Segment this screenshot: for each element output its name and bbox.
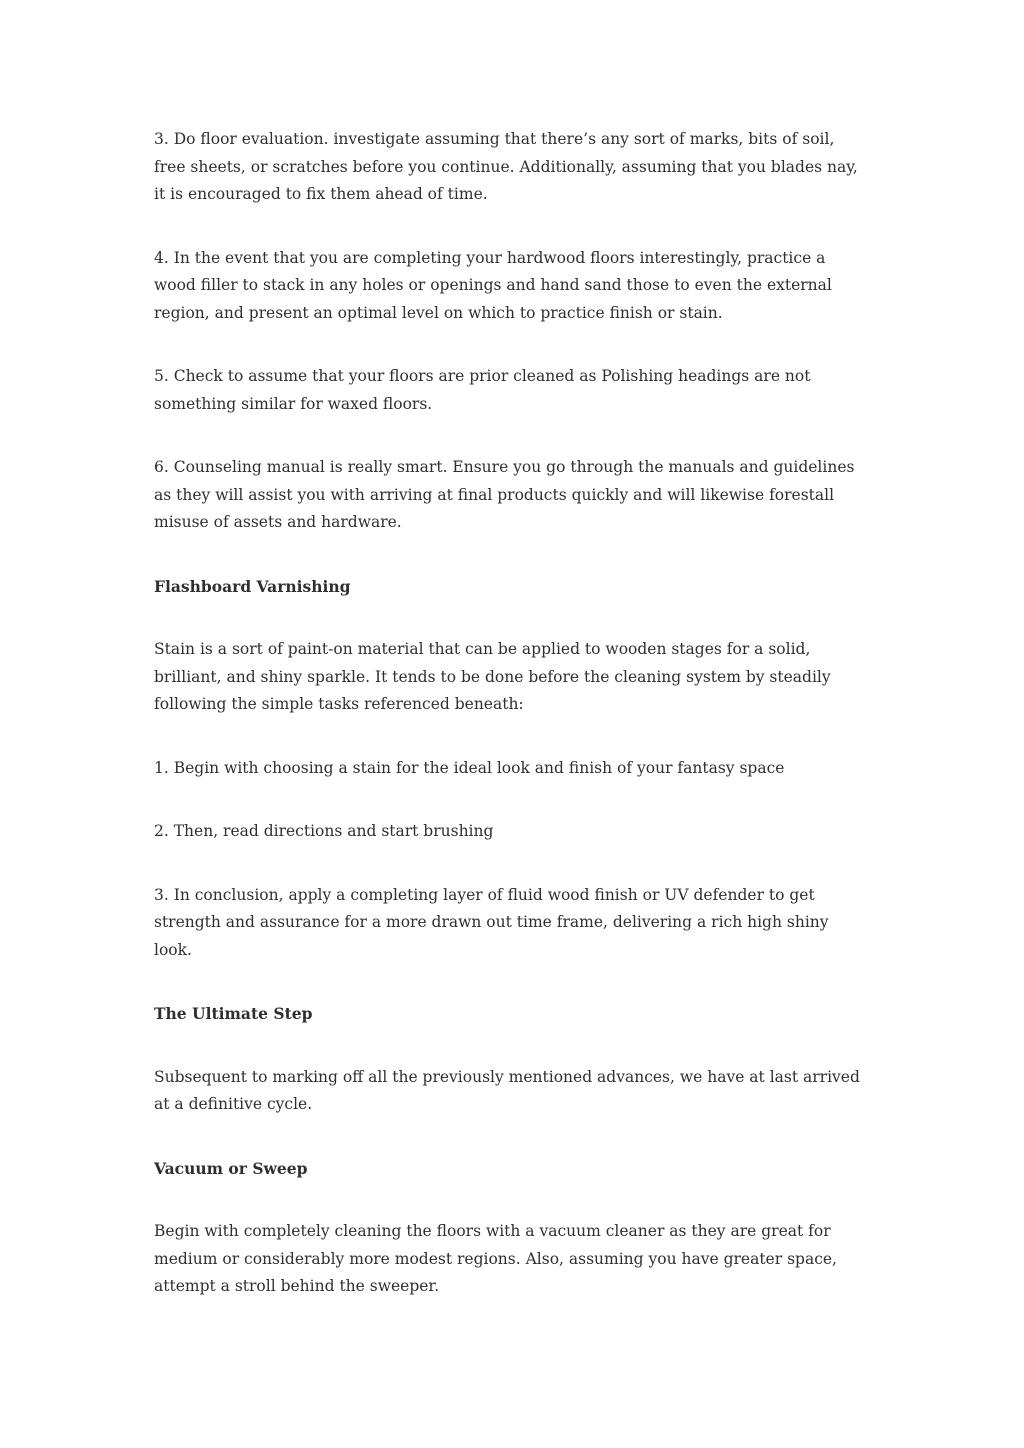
paragraph-step-6: 6. Counseling manual is really smart. Ensure you go through the manuals and guidelines as they will assist you with arriving at final products quickly and will likewise forestall misuse of assets and hardware. (154, 458, 855, 531)
paragraph-vacuum: Begin with completely cleaning the floors with a vacuum cleaner as they are great for medium or considerably more modest regions. Also, assuming you have greater space, attempt a stroll behind the sweeper. (154, 1222, 837, 1295)
heading-vacuum-or-sweep: Vacuum or Sweep (154, 1158, 308, 1178)
document-body (154, 126, 870, 1337)
list-item-2: 2. Then, read directions and start brushing (154, 822, 494, 840)
paragraph-step-4: 4. In the event that you are completing your hardwood floors interestingly, practice a wood filler to stack in any holes or openings and hand sand those to even the external region, and present an optimal level on which to practice finish or stain. (154, 248, 832, 322)
paragraph-step-3: 3. Do floor evaluation. investigate assuming that there’s any sort of marks, bits of soil, free sheets, or scratches before you continue. Additionally, assuming that you blades nay, it is encouraged to fix them ahead of time. (154, 130, 858, 203)
list-item-3: 3. In conclusion, apply a completing layer of fluid wood finish or UV defender to get strength and assurance for a more drawn out time frame, delivering a rich high shiny look. (154, 885, 829, 959)
paragraph-ultimate: Subsequent to marking off all the previously mentioned advances, we have at last arrived at a definitive cycle. (154, 1067, 860, 1113)
heading-ultimate-step: The Ultimate Step (154, 1004, 313, 1023)
list-item-1: 1. Begin with choosing a stain for the ideal look and finish of your fantasy space (154, 758, 785, 777)
paragraph-stain-intro: Stain is a sort of paint-on material that can be applied to wooden stages for a solid, brilliant, and shiny sparkle. It tends to be done before the cleaning system by steadily following the simple tasks referenced beneath: (154, 640, 831, 713)
paragraph-step-5: 5. Check to assume that your floors are prior cleaned as Polishing headings are not something similar for waxed floors. (154, 367, 811, 413)
heading-flashboard-varnishing: Flashboard Varnishing (154, 576, 351, 596)
